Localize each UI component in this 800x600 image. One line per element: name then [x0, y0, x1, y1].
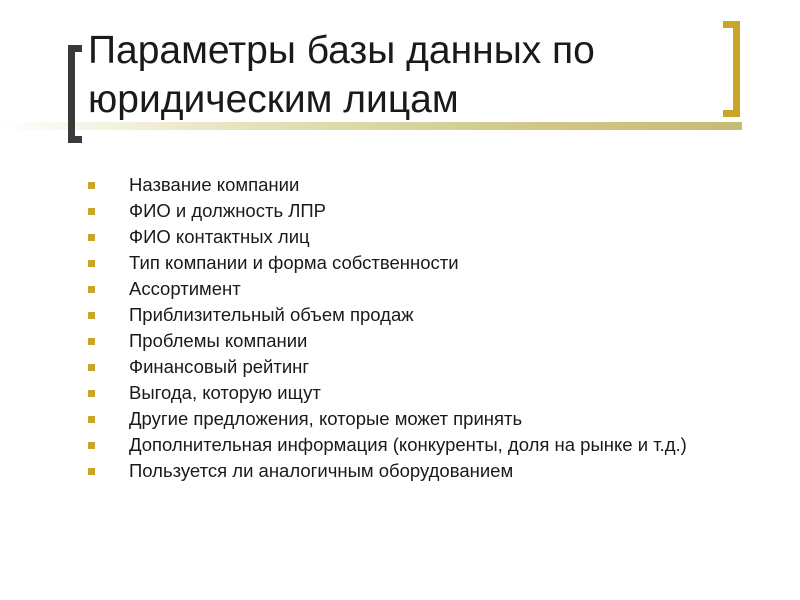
slide-title: Параметры базы данных по юридическим лицам: [88, 29, 595, 121]
list-item: [88, 226, 758, 248]
list-item-text: Тип компании и форма собственности: [129, 252, 459, 273]
list-item-text: Приблизительный объем продаж: [129, 304, 414, 325]
list-item-text: ФИО и должность ЛПР: [129, 200, 326, 221]
list-item: [88, 252, 758, 274]
square-bullet-icon: [88, 390, 95, 397]
square-bullet-icon: [88, 234, 95, 241]
square-bullet-icon: [88, 442, 95, 449]
list-item-text: Финансовый рейтинг: [129, 356, 310, 377]
list-item: [88, 330, 758, 352]
list-item-text: Выгода, которую ищут: [129, 382, 321, 403]
bullet-list: [88, 174, 758, 486]
list-item: [88, 278, 758, 300]
square-bullet-icon: [88, 208, 95, 215]
square-bullet-icon: [88, 338, 95, 345]
square-bullet-icon: [88, 364, 95, 371]
square-bullet-icon: [88, 260, 95, 267]
right-bracket-decoration: [723, 21, 740, 117]
square-bullet-icon: [88, 312, 95, 319]
square-bullet-icon: [88, 182, 95, 189]
list-item-text: ФИО контактных лиц: [129, 226, 310, 247]
list-item: [88, 304, 758, 326]
left-bracket-decoration: [68, 45, 82, 143]
square-bullet-icon: [88, 468, 95, 475]
square-bullet-icon: [88, 286, 95, 293]
list-item: [88, 174, 758, 196]
list-item-text: Проблемы компании: [129, 330, 308, 351]
list-item-text: Дополнительная информация (конкуренты, доля на рынке и т.д.): [129, 434, 687, 455]
list-item-text: Ассортимент: [129, 278, 241, 299]
list-item-text: Пользуется ли аналогичным оборудованием: [129, 460, 514, 481]
list-item: [88, 382, 758, 404]
list-item-text: Название компании: [129, 174, 300, 195]
list-item: [88, 460, 758, 482]
list-item: [88, 408, 758, 430]
list-item-text: Другие предложения, которые может принять: [129, 408, 523, 429]
list-item: [88, 200, 758, 222]
list-item: [88, 434, 758, 456]
list-item: [88, 356, 758, 378]
square-bullet-icon: [88, 416, 95, 423]
